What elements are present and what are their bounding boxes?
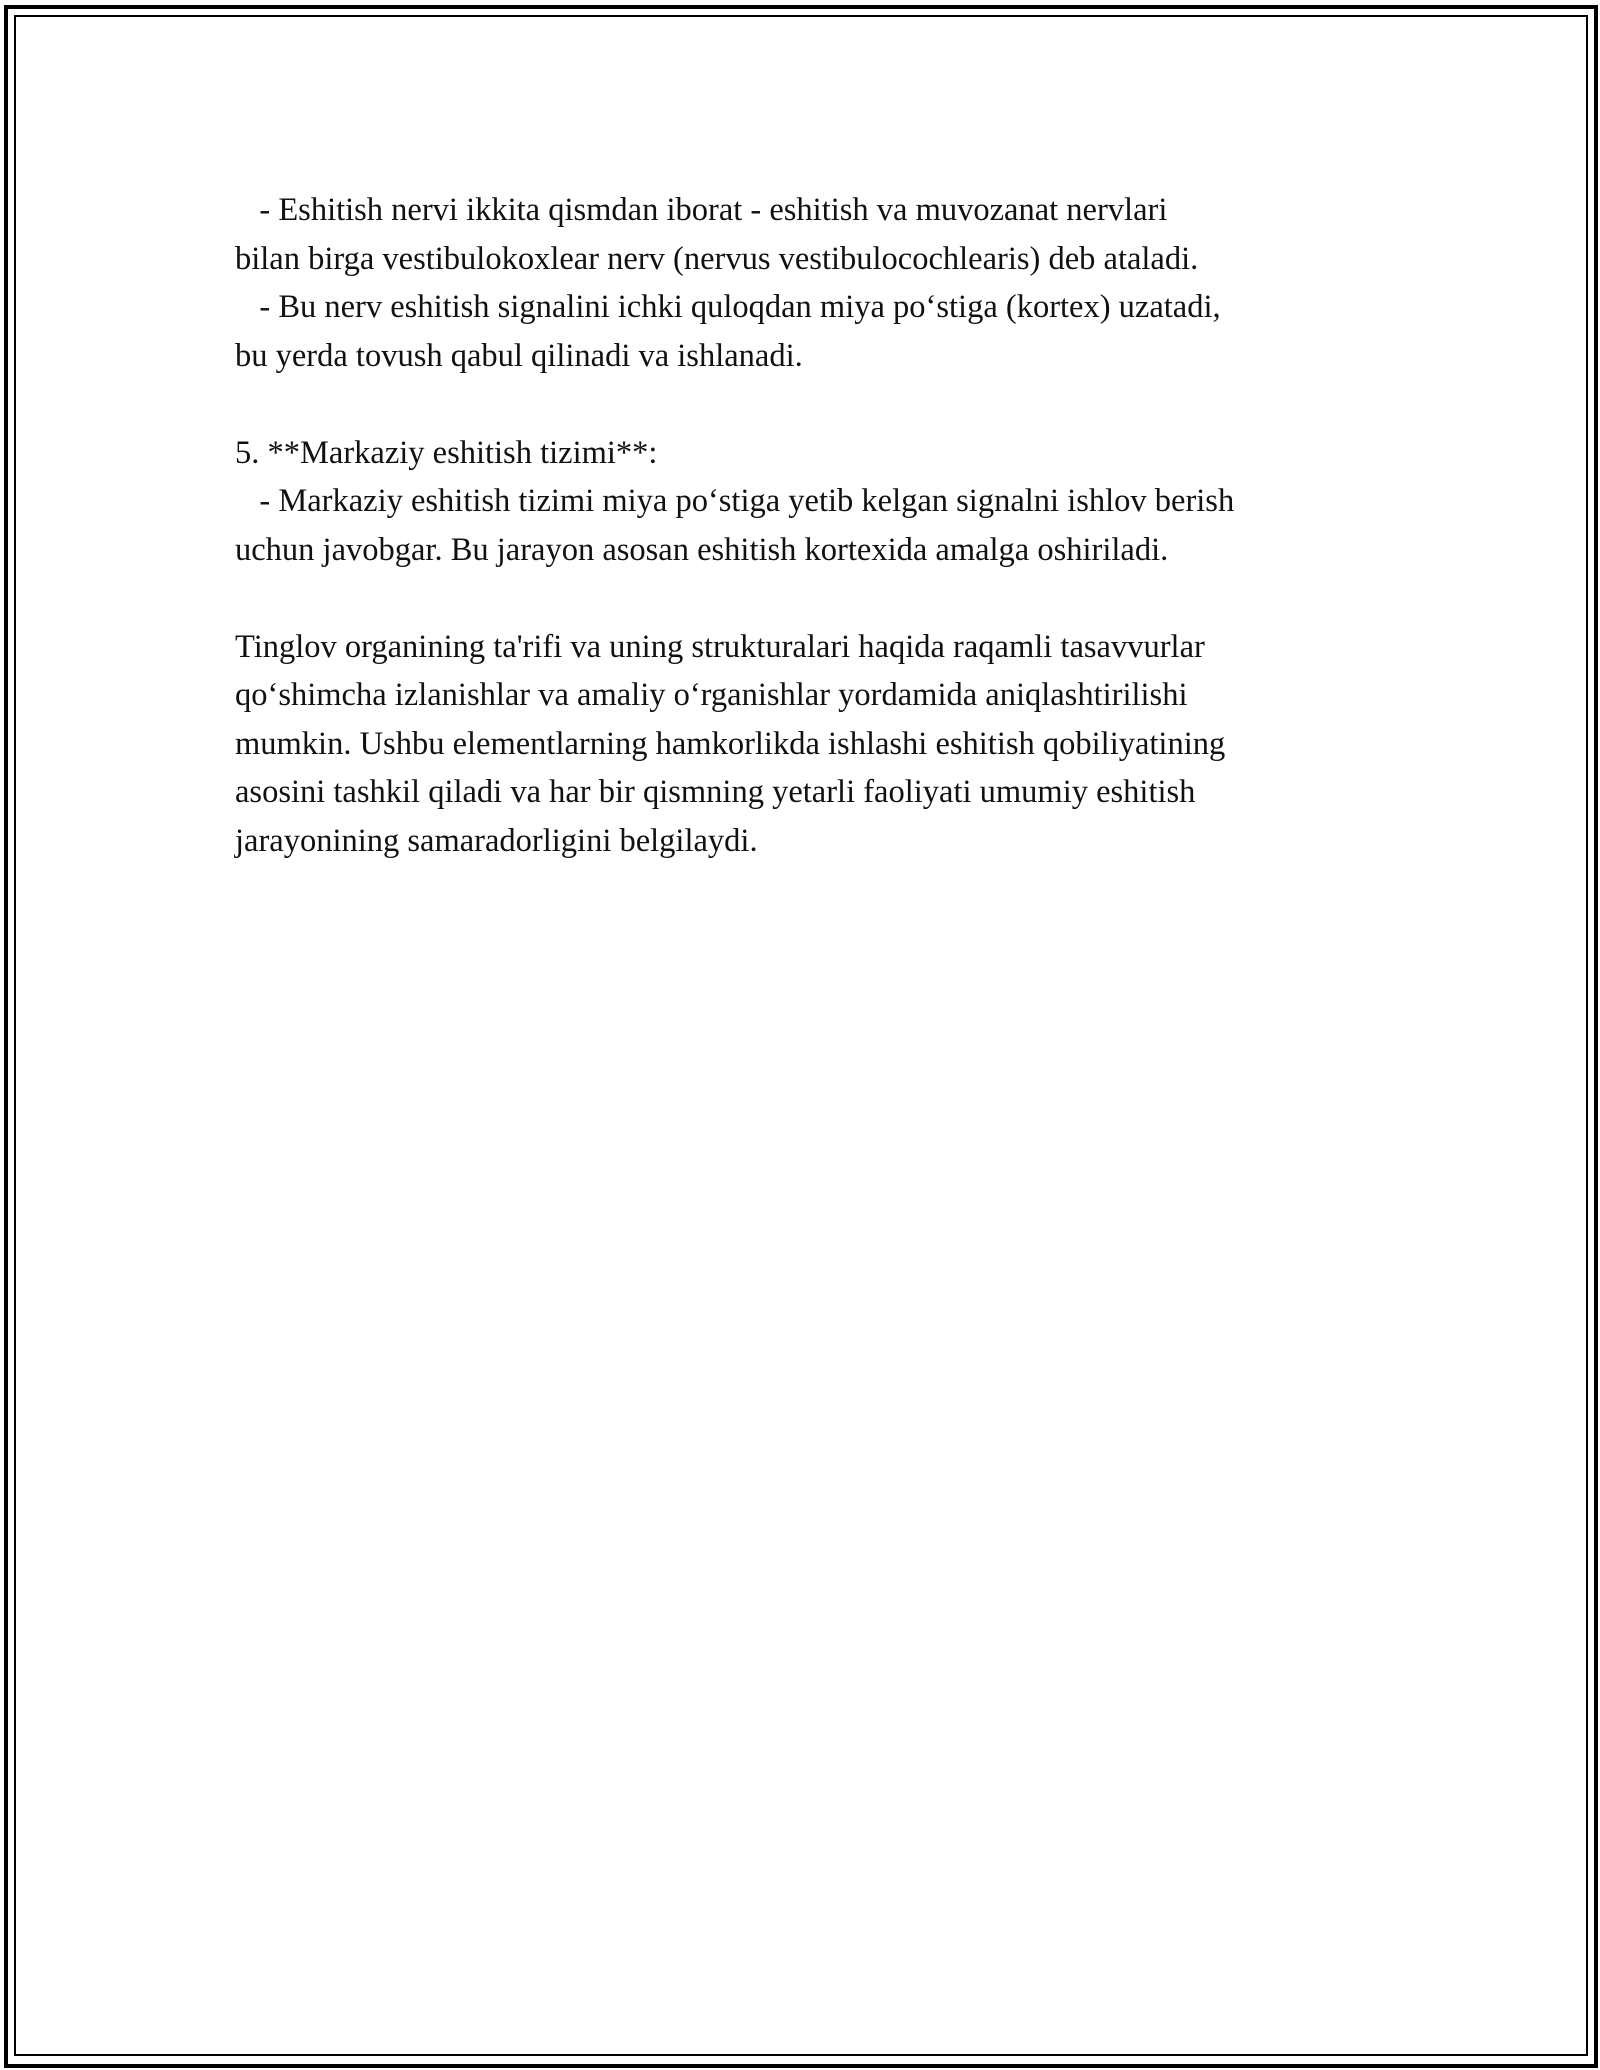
text-line: - Bu nerv eshitish signalini ichki quloqdan miya po‘stiga (kortex) uzatadi, (235, 289, 1221, 325)
text-line: - Eshitish nervi ikkita qismdan iborat - eshitish va muvozanat nervlari (235, 192, 1168, 228)
section-heading: 5. **Markaziy eshitish tizimi**: (235, 434, 658, 471)
text-line: bilan birga vestibulokoxlear nerv (nervus vestibulocochlearis) deb ataladi. (235, 240, 1199, 277)
paragraph-gap (235, 380, 1375, 429)
text-line: mumkin. Ushbu elementlarning hamkorlikda ishlashi eshitish qobiliyatining (235, 725, 1226, 762)
document-body (235, 186, 1375, 865)
text-line: - Markaziy eshitish tizimi miya po‘stiga yetib kelgan signalni ishlov berish (235, 483, 1235, 519)
text-line: uchun javobgar. Bu jarayon asosan eshitish kortexida amalga oshiriladi. (235, 531, 1169, 568)
paragraph-gap (235, 574, 1375, 623)
text-line: asosini tashkil qiladi va har bir qismning yetarli faoliyati umumiy eshitish (235, 774, 1196, 810)
text-line: Tinglov organining ta'rifi va uning strukturalari haqida raqamli tasavvurlar (235, 628, 1205, 665)
text-line: bu yerda tovush qabul qilinadi va ishlanadi. (235, 337, 803, 374)
text-line: qo‘shimcha izlanishlar va amaliy o‘rganishlar yordamida aniqlashtirilishi (235, 677, 1188, 713)
text-line: jarayonining samaradorligini belgilaydi. (235, 822, 758, 859)
